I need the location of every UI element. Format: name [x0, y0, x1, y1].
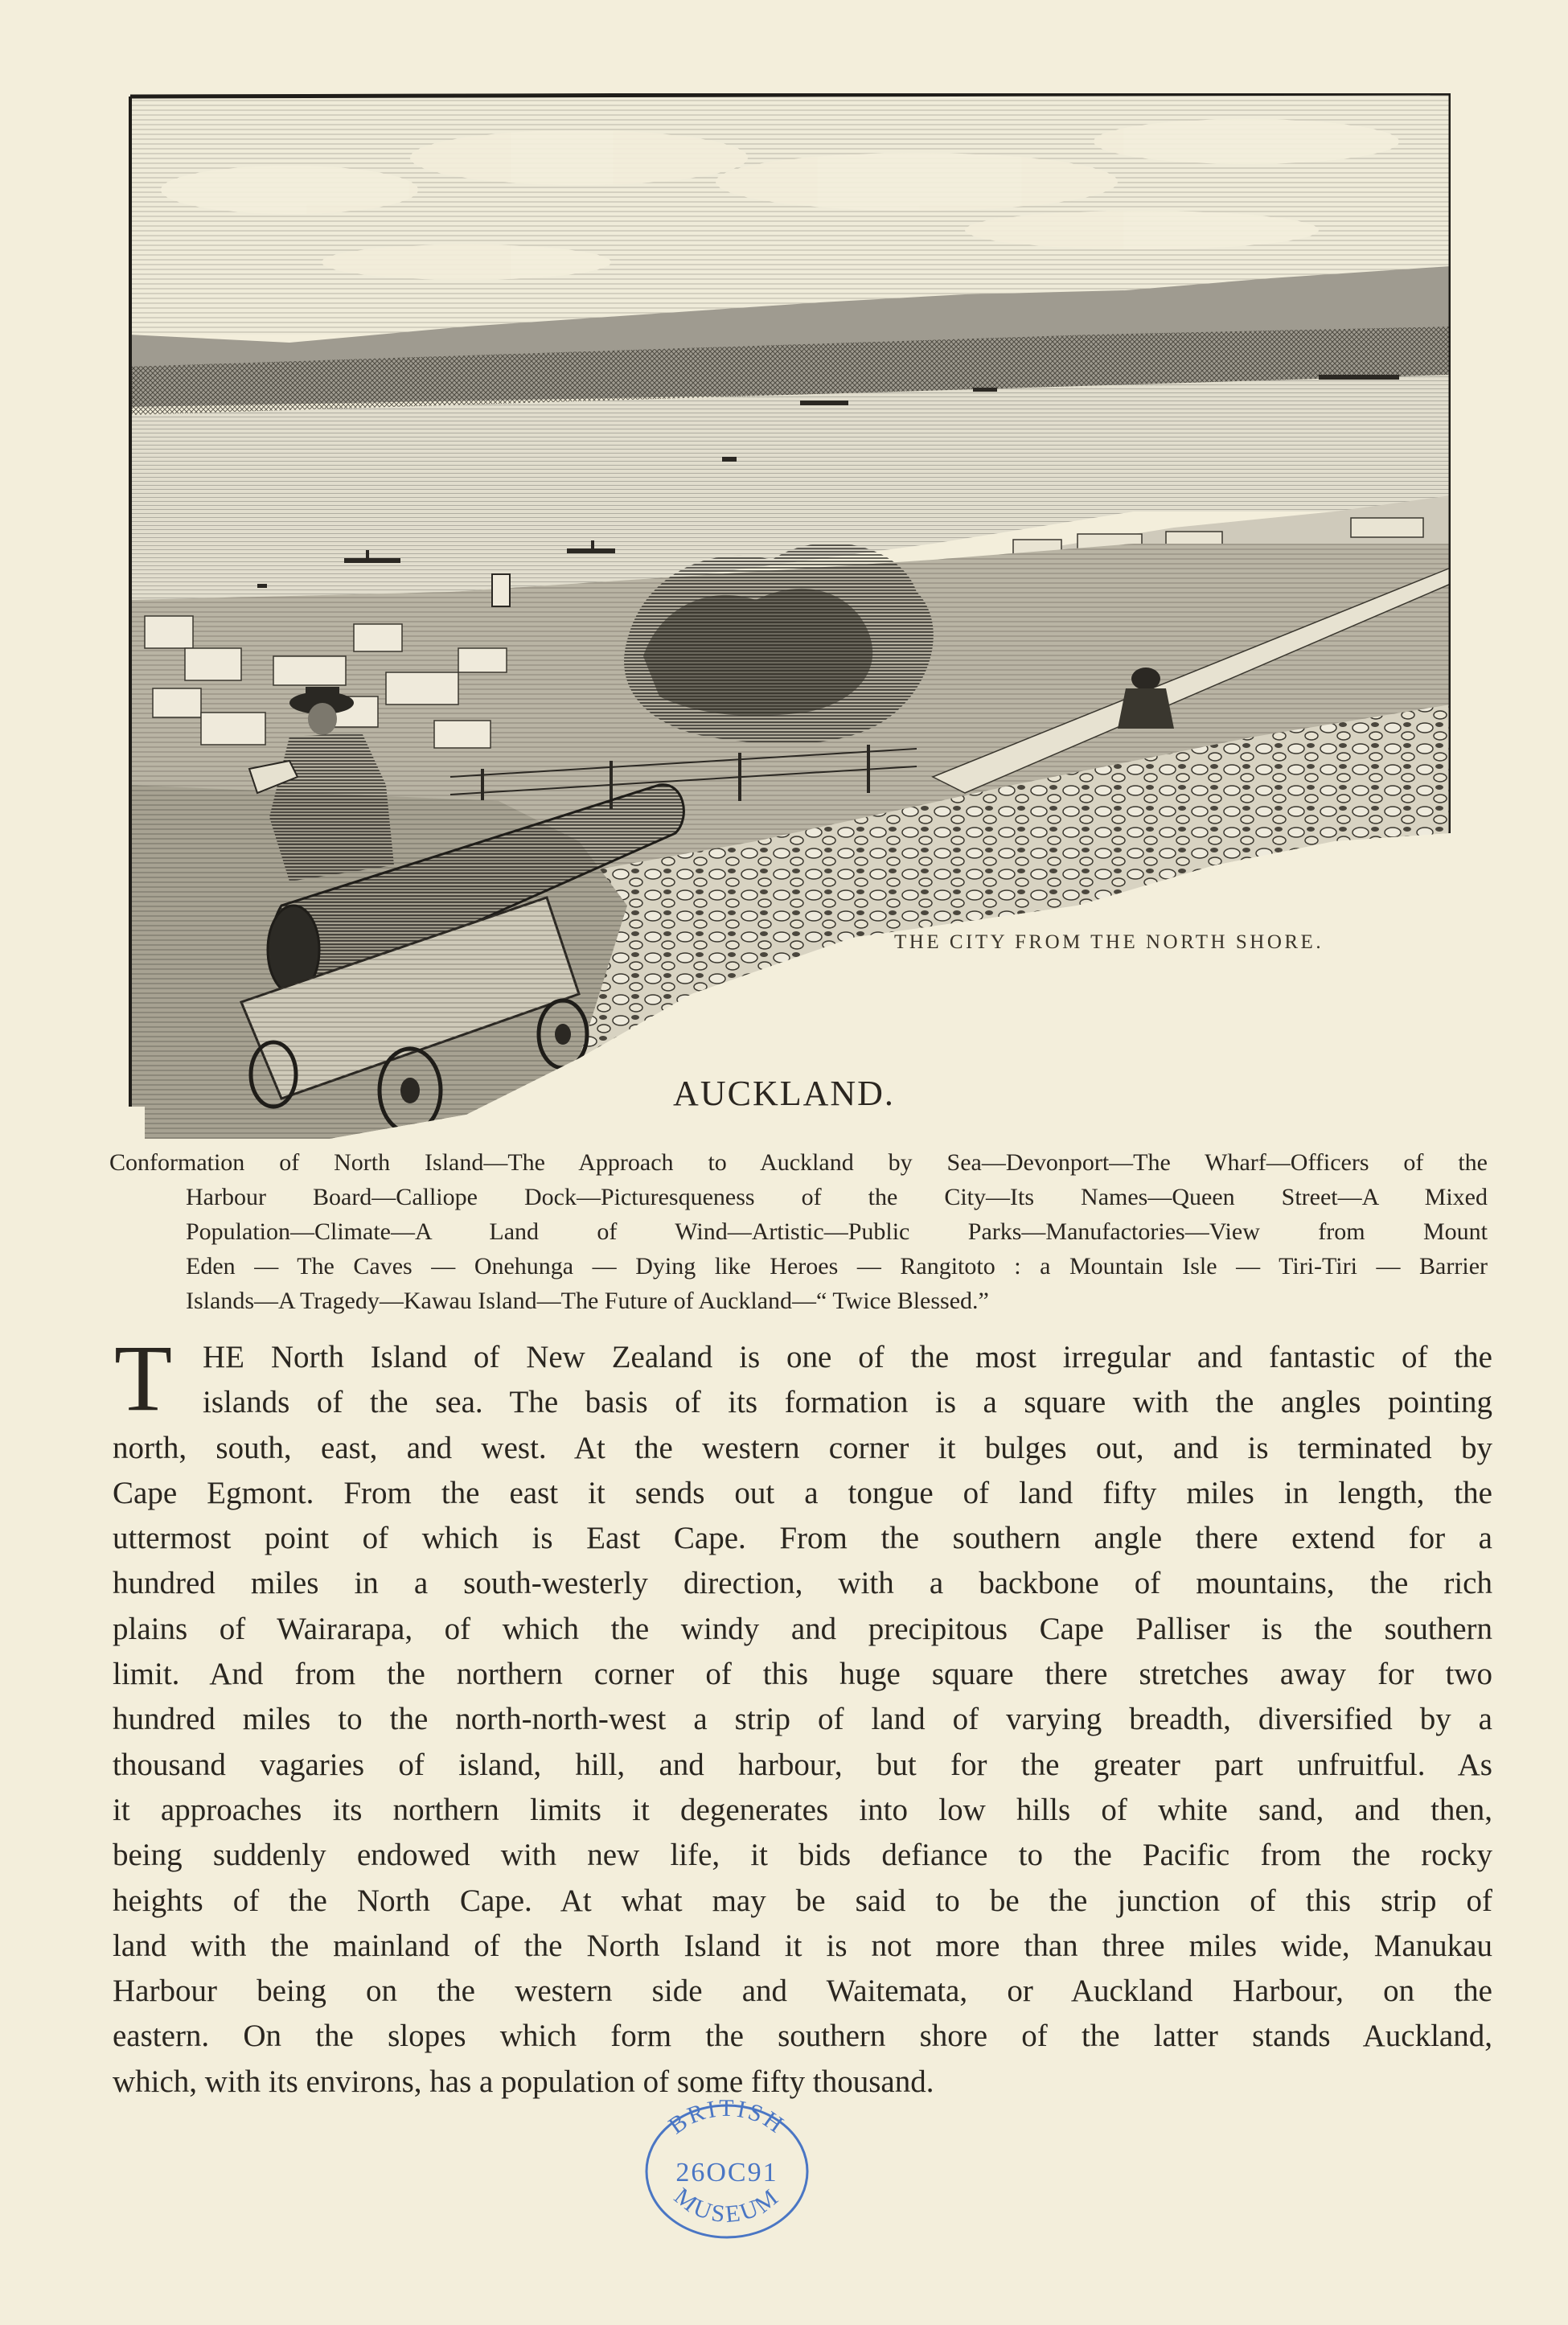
- body-line: hundred miles to the north-north-west a strip of land of varying breadth, diversified by a: [113, 1702, 1492, 1737]
- chapter-synopsis: [109, 1145, 1488, 1318]
- body-line: which, with its environs, has a population of some fifty thousand.: [113, 2064, 934, 2099]
- body-line: Cape Egmont. From the east it sends out a tongue of land fifty miles in length, the: [113, 1475, 1492, 1510]
- body-line: thousand vagaries of island, hill, and harbour, but for the greater part unfruitful. As: [113, 1747, 1492, 1782]
- stamp-bottom-text: MUSEUM: [669, 2183, 785, 2228]
- drop-cap: T: [114, 1325, 173, 1431]
- engraving-drawing: [129, 93, 1451, 1139]
- body-line: being suddenly endowed with new life, it bids defiance to the Pacific from the rocky: [113, 1838, 1492, 1873]
- body-line: islands of the sea. The basis of its formation is a square with the angles pointing: [203, 1385, 1492, 1420]
- synopsis-line: Eden — The Caves — Onehunga — Dying like Heroes — Rangitoto : a Mountain Isle — Tiri-Tiri — Barrier: [186, 1253, 1488, 1280]
- stamp-seal: [635, 2097, 819, 2242]
- stamp-date: 26OC91: [675, 2158, 778, 2187]
- body-line: limit. And from the northern corner of this huge square there stretches away for two: [113, 1657, 1492, 1692]
- body-line: HE North Island of New Zealand is one of the most irregular and fantastic of the: [203, 1340, 1492, 1374]
- body-line: plains of Wairarapa, of which the windy and precipitous Cape Palliser is the southern: [113, 1611, 1492, 1646]
- british-museum-stamp: [635, 2097, 819, 2242]
- chapter-title: AUCKLAND.: [673, 1074, 895, 1113]
- engraving-illustration: [129, 93, 1451, 1139]
- svg-text:MUSEUM: [669, 2183, 785, 2228]
- body-line: north, south, east, and west. At the western corner it bulges out, and is terminated by: [113, 1430, 1492, 1465]
- body-line: eastern. On the slopes which form the southern shore of the latter stands Auckland,: [113, 2019, 1492, 2054]
- body-line: Harbour being on the western side and Waitemata, or Auckland Harbour, on the: [113, 1974, 1492, 2009]
- body-line: heights of the North Cape. At what may be said to be the junction of this strip of: [113, 1883, 1492, 1918]
- synopsis-line: Conformation of North Island—The Approach to Auckland by Sea—Devonport—The Wharf—Officers of the: [109, 1149, 1488, 1176]
- body-line: it approaches its northern limits it degenerates into low hills of white sand, and then,: [113, 1792, 1492, 1827]
- stamp-top-text: BRITISH: [663, 2097, 790, 2140]
- body-paragraph: [113, 1325, 1492, 2105]
- svg-text:BRITISH: [663, 2097, 790, 2139]
- synopsis-line: Population—Climate—A Land of Wind—Artistic—Public Parks—Manufactories—View from Mount: [186, 1218, 1488, 1245]
- body-line: hundred miles in a south-westerly direction, with a backbone of mountains, the rich: [113, 1566, 1492, 1601]
- synopsis-line: Harbour Board—Calliope Dock—Picturesqueness of the City—Its Names—Queen Street—A Mixed: [186, 1184, 1488, 1210]
- plate-caption: THE CITY FROM THE NORTH SHORE.: [894, 931, 1324, 953]
- body-line: uttermost point of which is East Cape. From the southern angle there extend for a: [113, 1521, 1492, 1556]
- body-line: land with the mainland of the North Island it is not more than three miles wide, Manukau: [113, 1928, 1492, 1963]
- synopsis-line: Islands—A Tragedy—Kawau Island—The Future of Auckland—“ Twice Blessed.”: [186, 1288, 989, 1314]
